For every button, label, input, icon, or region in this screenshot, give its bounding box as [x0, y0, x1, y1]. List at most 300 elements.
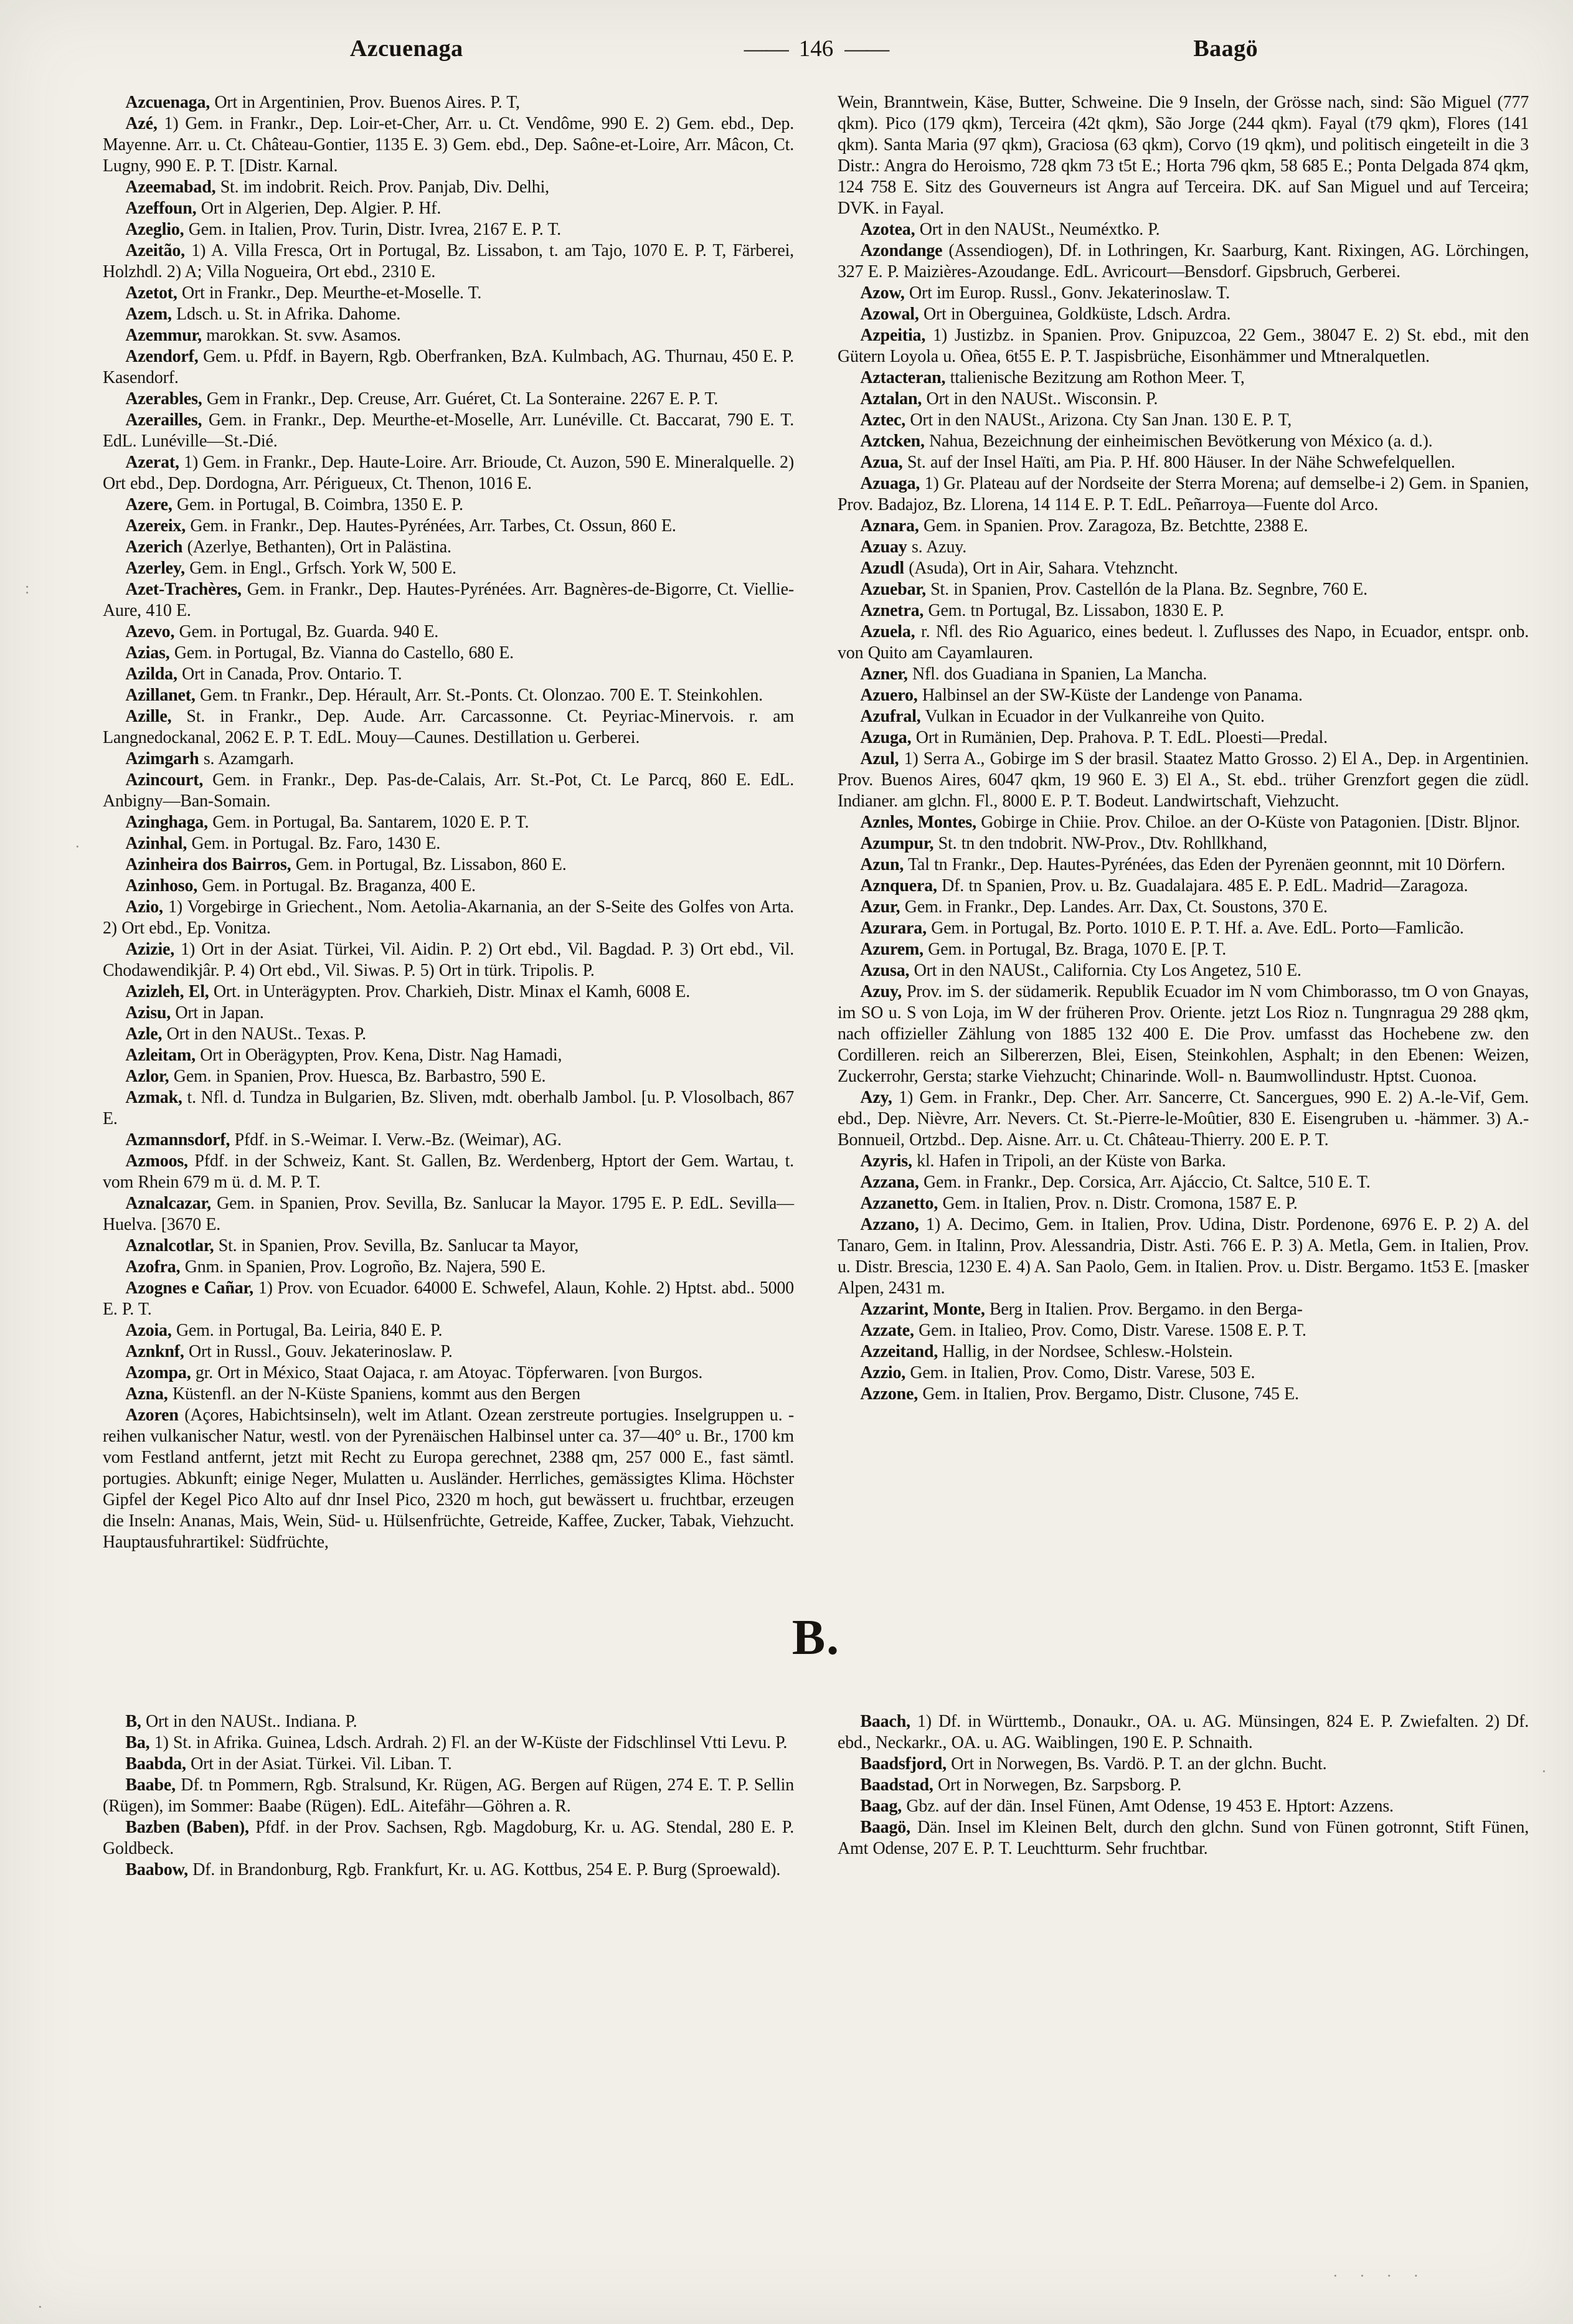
dictionary-entry: [838, 1711, 1529, 1754]
dictionary-entry: [103, 113, 794, 177]
dictionary-entry: [103, 876, 794, 897]
dictionary-entry: [838, 1754, 1529, 1775]
entry-text: Gem. in Portugal, Bz. Guarda. 940 E.: [179, 622, 439, 641]
entry-headword: Azilda,: [125, 664, 177, 684]
entry-headword: Aztacteran,: [860, 368, 946, 387]
dictionary-entry: [103, 494, 794, 516]
entry-headword: Azzana,: [860, 1173, 919, 1192]
dictionary-entry: [838, 410, 1529, 431]
header-page-number: [711, 35, 922, 62]
entry-text: Gem. in Frankr., Dep. Hautes-Pyrénées. Arr. Bagnères-de-Bigorre, Ct. Viellie-Aure, 410 E.: [103, 580, 794, 620]
dictionary-entry: [838, 664, 1529, 685]
entry-headword: Azurem,: [860, 940, 923, 959]
entry-text: ttalienische Bezitzung am Rothon Meer. T,: [950, 368, 1245, 387]
header-right-word: Baagö: [1193, 35, 1259, 62]
entry-text: Ort in Norwegen, Bz. Sarpsborg. P.: [937, 1775, 1181, 1795]
entry-text: r. Nfl. des Rio Aguarico, eines bedeut. l. Zuflusses des Napo, in Ecuador, entspr. onb. von Quito am Cayamlauren.: [838, 622, 1529, 663]
entry-headword: Azun,: [860, 855, 904, 874]
entry-headword: Azerat,: [125, 453, 179, 472]
entry-text: Halbinsel an der SW-Küste der Landenge von Panama.: [922, 686, 1303, 705]
dictionary-entry: [103, 1066, 794, 1087]
dictionary-entry: [103, 1817, 794, 1859]
dictionary-entry: [838, 727, 1529, 749]
entry-text: 1) Gem. in Frankr., Dep. Haute-Loire. Arr. Brioude, Ct. Auzon, 590 E. Mineralquelle. 2) Ort ebd., Dep. Dordogna, Arr. Périgueux, Ct. Thenon, 1016 E.: [103, 453, 794, 493]
entry-text: Gem. in Frankr., Dep. Landes. Arr. Dax, Ct. Soustons, 370 E.: [904, 897, 1328, 917]
dictionary-entry: [838, 240, 1529, 283]
dictionary-entry: [103, 1754, 794, 1775]
entry-headword: Azufral,: [860, 707, 921, 726]
entry-text: marokkan. St. svw. Asamos.: [206, 326, 401, 345]
dictionary-entry: [103, 770, 794, 812]
dictionary-entry: [103, 749, 794, 770]
entry-headword: Azinhoso,: [125, 876, 198, 895]
dictionary-entry: [838, 854, 1529, 876]
entry-headword: Baabda,: [125, 1754, 186, 1774]
entry-text: Pfdf. in S.-Weimar. I. Verw.-Bz. (Weimar), AG.: [234, 1130, 562, 1150]
dictionary-entry: [838, 389, 1529, 410]
entry-headword: Azurara,: [860, 919, 927, 938]
dictionary-entry: [838, 897, 1529, 918]
entry-headword: Azeemabad,: [125, 177, 216, 197]
entry-text: Gem. in Portugal, B. Coimbra, 1350 E. P.: [176, 495, 463, 514]
entry-headword: Azetot,: [125, 283, 177, 303]
dictionary-entry: [838, 1214, 1529, 1299]
entry-headword: Azereix,: [125, 516, 186, 536]
entry-text: 1) Justizbz. in Spanien. Prov. Gnipuzcoa, 22 Gem., 38047 E. 2) St. ebd., mit den Gütern Loyola u. Oñea, 6t55 E. P. T. Jaspisbrüche, Eisonhämmer und Mtneralquetlen.: [838, 326, 1529, 366]
entry-headword: Azzarint, Monte,: [860, 1300, 985, 1319]
entry-headword: Azerables,: [125, 389, 202, 409]
dictionary-entry: [838, 92, 1529, 219]
entry-text: t. Nfl. d. Tundza in Bulgarien, Bz. Sliven, mdt. oberhalb Jambol. [u. P. Vlosolbach, 867 E.: [103, 1088, 794, 1128]
dictionary-entry: [103, 981, 794, 1003]
dictionary-entry: [838, 1193, 1529, 1214]
entry-text: Ort in Norwegen, Bs. Vardö. P. T. an der glchn. Bucht.: [951, 1754, 1327, 1774]
dictionary-entry: [103, 1003, 794, 1024]
entry-headword: Azofra,: [125, 1257, 181, 1277]
header-dash-left: ——: [744, 36, 788, 62]
section-b-body: [103, 1711, 1529, 1881]
dictionary-entry: [838, 706, 1529, 727]
dictionary-entry: [103, 1775, 794, 1817]
entry-text: 1) Gem. in Frankr., Dep. Cher. Arr. Sancerre, Ct. Sancergues, 990 E. 2) A.-le-Vif, Gem. ebd., Dep. Nièvre, Arr. Nevers. Ct. St.-Pierre-le-Moûtier, 830 E. Eisengruben u. -hämmer. 3) A.-Bonnueil, Ortzbd.. Dep. Aisne. Arr. u. Ct. Château-Thierry. 200 E. P. T.: [838, 1088, 1529, 1150]
entry-headword: Azmoos,: [125, 1151, 188, 1171]
entry-headword: Azio,: [125, 897, 163, 917]
entry-headword: Azuero,: [860, 686, 918, 705]
section-a-column-right: [838, 92, 1529, 1553]
dictionary-entry: [103, 1363, 794, 1384]
dictionary-entry: [103, 304, 794, 325]
entry-headword: Azem,: [125, 305, 172, 324]
entry-text: Ort in Algerien, Dep. Algier. P. Hf.: [201, 199, 442, 218]
dictionary-entry: [838, 812, 1529, 833]
dictionary-entry: [103, 1257, 794, 1278]
entry-text: Ort in den NAUSt., Neuméxtko. P.: [919, 220, 1160, 239]
entry-headword: Azzate,: [860, 1321, 914, 1340]
entry-text: 1) St. in Afrika. Guinea, Ldsch. Ardrah. 2) Fl. an der W-Küste der Fidschlinsel Vtti Levu. P.: [154, 1733, 788, 1752]
dictionary-entry: [103, 1024, 794, 1045]
entry-headword: Azuaga,: [860, 474, 920, 493]
section-b-heading: B.: [791, 1610, 841, 1665]
entry-text: (Açores, Habichtsinseln), welt im Atlant. Ozean zerstreute portugies. Inselgruppen u. -reihen vulkanischer Natur, westl. von der Pyrenäischen Halbinsel unter ca. 37—40° u. Br., 1700 km vom Festland antfernt, jetzt mit Recht zu Europa gerechnet, 2388 qm, 257 000 E., fast sämtl. portugies. Abkunft; einige Neger, Mulatten u. Ausländer. Herrliches, gemässigtes Klima. Höchster Gipfel der Kegel Pico Alto auf dnr Insel Pico, 2320 m hoch, gut bewässert u. fruchtbar, erzeugen die Inseln: Ananas, Mais, Wein, Süd- u. Hülsenfrüchte, Getreide, Kaffee, Zucker, Tabak, Viehzucht. Hauptausfuhrartikel: Südfrüchte,: [103, 1405, 794, 1552]
dictionary-entry: [103, 177, 794, 198]
entry-headword: Azua,: [860, 453, 903, 472]
entry-headword: Baadstad,: [860, 1775, 933, 1795]
entry-text: St. in Spanien, Prov. Castellón de la Plana. Bz. Segnbre, 760 E.: [930, 580, 1368, 599]
dictionary-entry: [103, 1087, 794, 1130]
dictionary-entry: [838, 918, 1529, 939]
dictionary-entry: [838, 283, 1529, 304]
entry-text: Gem. in Engl., Grfsch. York W, 500 E.: [189, 559, 456, 578]
entry-text: Gem. in Spanien, Prov. Sevilla, Bz. Sanlucar la Mayor. 1795 E. P. EdL. Sevilla—Huelva. [3670 E.: [103, 1194, 794, 1234]
dictionary-entry: [838, 367, 1529, 389]
entry-headword: Azevo,: [125, 622, 175, 641]
header-dash-right: ——: [844, 36, 889, 62]
entry-text: Df. tn Pommern, Rgb. Stralsund, Kr. Rügen, AG. Bergen auf Rügen, 274 E. T. P. Sellin (Rügen), im Sommer: Baabe (Rügen). EdL. Aitefähr—Göhren a. R.: [103, 1775, 794, 1816]
entry-headword: Azuay: [860, 537, 907, 557]
entry-headword: Azeglio,: [125, 220, 184, 239]
entry-text: Gbz. auf der dän. Insel Fünen, Amt Odense, 19 453 E. Hptort: Azzens.: [906, 1797, 1394, 1816]
dictionary-entry: [103, 1405, 794, 1553]
entry-headword: Azy,: [860, 1088, 892, 1107]
dictionary-entry: [838, 749, 1529, 812]
dictionary-entry: [838, 1087, 1529, 1151]
entry-headword: B,: [125, 1712, 141, 1731]
dictionary-entry: [838, 1151, 1529, 1172]
entry-headword: Azow,: [860, 283, 905, 303]
dictionary-entry: [103, 1341, 794, 1363]
running-header: [103, 35, 1529, 62]
entry-headword: Aznara,: [860, 516, 919, 536]
entry-text: 1) A. Villa Fresca, Ort in Portugal, Bz. Lissabon, t. am Tajo, 1070 E. P. T, Färberei, Holzhdl. 2) A; Villa Nogueira, Ort ebd., 2310 E.: [103, 241, 794, 281]
entry-headword: Azur,: [860, 897, 900, 917]
dictionary-entry: [103, 1193, 794, 1235]
entry-text: Ort in Oberguinea, Goldküste, Ldsch. Ardra.: [923, 305, 1231, 324]
dictionary-entry: [103, 1711, 794, 1732]
entry-text: (Assendiogen), Df. in Lothringen, Kr. Saarburg, Kant. Rixingen, AG. Lörchingen, 327 E. P. Maizières-Azoudange. EdL. Avricourt—Bensdorf. Gipsbruch, Gerberei.: [838, 241, 1529, 281]
entry-text: Gem. in Portugal, Ba. Leiria, 840 E. P.: [176, 1321, 443, 1340]
entry-text: St. in Spanien, Prov. Sevilla, Bz. Sanlucar ta Mayor,: [218, 1236, 579, 1255]
entry-headword: Azyris,: [860, 1151, 912, 1171]
entry-headword: Azemmur,: [125, 326, 202, 345]
dictionary-entry: [838, 1796, 1529, 1817]
entry-text: Ort in Oberägypten, Prov. Kena, Distr. Nag Hamadi,: [200, 1046, 562, 1065]
dictionary-entry: [838, 621, 1529, 664]
header-left-word: Azcuenaga: [349, 35, 463, 62]
entry-text: Ort in der Asiat. Türkei. Vil. Liban. T.: [191, 1754, 452, 1774]
entry-headword: Azisu,: [125, 1003, 171, 1023]
scan-speck: ·: [75, 838, 80, 856]
entry-headword: Baabow,: [125, 1860, 188, 1879]
dictionary-entry: [838, 219, 1529, 240]
entry-headword: Aztcken,: [860, 432, 925, 451]
dictionary-entry: [103, 1045, 794, 1066]
entry-text: Ort in Russl., Gouv. Jekaterinoslaw. P.: [189, 1342, 453, 1361]
entry-headword: Azizleh, El,: [125, 982, 209, 1001]
entry-headword: Azerailles,: [125, 410, 202, 430]
dictionary-entry: [103, 706, 794, 749]
entry-text: Gem. in Spanien. Prov. Zaragoza, Bz. Betchtte, 2388 E.: [923, 516, 1308, 536]
scan-speck: ·: [37, 2298, 43, 2316]
entry-headword: Ba,: [125, 1733, 150, 1752]
dictionary-entry: [103, 452, 794, 494]
entry-text: Prov. im S. der südamerik. Republik Ecuador im N vom Chimborasso, tm O von Gnayas, im SO u. S von Loja, im W der früheren Prov. Oriente. jetzt Los Rioz n. Tungnragua 29 288 qkm, nach offizieller Zählung von 1885 132 400 E. Die Prov. umfasst das Hochebene zw. den Cordilleren. reich an Silbererzen, Blei, Eisen, Steinkohlen, Asphalt; in den Ebenen: Weizen, Zuckerrohr, Gersta; starke Viehzucht; Chinarinde. Woll- n. Baumwollindustr. Hptst. Cuonoa.: [838, 982, 1529, 1086]
entry-text: Pfdf. in der Schweiz, Kant. St. Gallen, Bz. Werdenberg, Hptort der Gem. Wartau, t. vom Rhein 679 m ü. d. M. P. T.: [103, 1151, 794, 1192]
entry-text: 1) Vorgebirge in Griechent., Nom. Aetolia-Akarnania, an der S-Seite des Golfes von Arta. 2) Ort ebd., Ep. Vonitza.: [103, 897, 794, 938]
entry-headword: Azondange: [860, 241, 943, 260]
entry-headword: Aznquera,: [860, 876, 937, 895]
entry-text: Gnm. in Spanien, Prov. Logroño, Bz. Najera, 590 E.: [184, 1257, 546, 1277]
entry-text: 1) Serra A., Gobirge im S der brasil. Staatez Matto Grosso. 2) El A., Dep. in Argentinien. Prov. Buenos Aires, 6047 qkm, 19 960 E. 3) El A., St. ebd.. trüher Grenzfort gegen die züdl. Indianer. am glchn. Fl., 8000 E. P. T. Bodeut. Landwirtschaft, Viehzucht.: [838, 749, 1529, 811]
dictionary-entry: [838, 516, 1529, 537]
entry-text: Dän. Insel im Kleinen Belt, durch den glchn. Sund von Fünen gotronnt, Stift Fünen, Amt Odense, 207 E. P. T. Leuchtturm. Sehr fruchtbar.: [838, 1818, 1529, 1858]
dictionary-entry: [103, 1151, 794, 1193]
dictionary-entry: [838, 1299, 1529, 1320]
dictionary-entry: [838, 939, 1529, 960]
entry-headword: Azleitam,: [125, 1046, 196, 1065]
entry-headword: Azul,: [860, 749, 899, 768]
section-b-column-right: [838, 1711, 1529, 1881]
dictionary-entry: [103, 685, 794, 706]
entry-text: 1) Gr. Plateau auf der Nordseite der Sterra Morena; auf demselbe-i 2) Gem. in Spanien, Prov. Badajoz, Bz. Llorena, 14 114 E. P. T. EdL. Peñarroya—Fuente dol Arco.: [838, 474, 1529, 514]
entry-headword: Azille,: [125, 707, 172, 726]
entry-text: St. im indobrit. Reich. Prov. Panjab, Div. Delhi,: [220, 177, 549, 197]
entry-text: s. Azamgarh.: [203, 749, 294, 768]
dictionary-entry: [838, 1775, 1529, 1796]
dictionary-entry: [838, 473, 1529, 516]
entry-text: Ort in Japan.: [175, 1003, 264, 1023]
entry-text: Gem in Frankr., Dep. Creuse, Arr. Guéret, Ct. La Sonteraine. 2267 E. P. T.: [206, 389, 719, 409]
entry-headword: Aznetra,: [860, 601, 924, 620]
entry-text: Gem. in Italien, Prov. n. Distr. Cromona, 1587 E. P.: [942, 1194, 1298, 1213]
entry-text: Gem. in Portugal, Ba. Santarem, 1020 E. P. T.: [212, 813, 529, 832]
entry-headword: Azeitão,: [125, 241, 185, 260]
entry-headword: Azias,: [125, 643, 170, 663]
entry-headword: Azimgarh: [125, 749, 199, 768]
dictionary-entry: [838, 981, 1529, 1087]
dictionary-entry: [103, 198, 794, 219]
entry-headword: Azner,: [860, 664, 908, 684]
entry-headword: Azere,: [125, 495, 172, 514]
entry-text: Gem. in Italieo, Prov. Como, Distr. Varese. 1508 E. P. T.: [919, 1321, 1306, 1340]
entry-headword: Azuga,: [860, 728, 912, 747]
entry-headword: Azzeitand,: [860, 1342, 938, 1361]
entry-text: Gem. u. Pfdf. in Bayern, Rgb. Oberfranken, BzA. Kulmbach, AG. Thurnau, 450 E. P. Kasendorf.: [103, 347, 794, 387]
page-number: 146: [798, 36, 834, 62]
entry-text: Ort in Frankr., Dep. Meurthe-et-Moselle. T.: [182, 283, 482, 303]
entry-text: 1) Prov. von Ecuador. 64000 E. Schwefel, Alaun, Kohle. 2) Hptst. abd.. 5000 E. P. T.: [103, 1278, 794, 1319]
entry-text: Gem. in Italien, Prov. Bergamo, Distr. Clusone, 745 E.: [922, 1384, 1299, 1404]
entry-text: Ort in den NAUSt., Arizona. Cty San Jnan. 130 E. P. T,: [910, 410, 1292, 430]
dictionary-entry: [838, 876, 1529, 897]
entry-text: s. Azuy.: [911, 537, 967, 557]
entry-text: (Asuda), Ort in Air, Sahara. Vtehzncht.: [909, 559, 1178, 578]
dictionary-entry: [103, 410, 794, 452]
dictionary-entry: [103, 219, 794, 240]
entry-headword: Azompa,: [125, 1363, 191, 1382]
entry-text: Gem. in Frankr., Dep. Meurthe-et-Moselle, Arr. Lunéville. Ct. Baccarat, 790 E. T. EdL. Lunéville—St.-Dié.: [103, 410, 794, 451]
entry-text: Df. tn Spanien, Prov. u. Bz. Guadalajara. 485 E. P. EdL. Madrid—Zaragoza.: [942, 876, 1468, 895]
entry-text: 1) Gem. in Frankr., Dep. Loir-et-Cher, Arr. u. Ct. Vendôme, 990 E. 2) Gem. ebd., Dep. Mayenne. Arr. u. Ct. Château-Gontier, 1135 E. 3) Gem. ebd., Dep. Saône-et-Loire, Arr. Mâcon, Ct. Lugny, 990 E. P. T. [Distr. Karnal.: [103, 114, 794, 176]
entry-text: Gem. in Italien, Prov. Turin, Distr. Ivrea, 2167 E. P. T.: [188, 220, 561, 239]
dictionary-entry: [103, 1384, 794, 1405]
entry-text: Nfl. dos Guadiana in Spanien, La Mancha.: [912, 664, 1207, 684]
entry-headword: Azet-Trachères,: [125, 580, 242, 599]
entry-headword: Azoia,: [125, 1321, 172, 1340]
entry-headword: Azna,: [125, 1384, 168, 1404]
scan-speck: :: [25, 579, 30, 597]
entry-headword: Azuy,: [860, 982, 902, 1001]
entry-headword: Baach,: [860, 1712, 910, 1731]
dictionary-entry: [838, 1363, 1529, 1384]
section-b-column-left: [103, 1711, 794, 1881]
entry-headword: Azuebar,: [860, 580, 926, 599]
dictionary-entry: [838, 1172, 1529, 1193]
dictionary-entry: [103, 283, 794, 304]
dictionary-entry: [838, 558, 1529, 579]
entry-text: Gem. tn Frankr., Dep. Hérault, Arr. St.-Ponts. Ct. Olonzao. 700 E. T. Steinkohlen.: [200, 686, 763, 705]
entry-text: Gem. in Frankr., Dep. Pas-de-Calais, Arr. St.-Pot, Ct. Le Parcq, 860 E. EdL. Anbigny—Ban-Somain.: [103, 770, 794, 811]
entry-headword: Azincourt,: [125, 770, 204, 790]
entry-headword: Azotea,: [860, 220, 915, 239]
entry-text: Ort im Europ. Russl., Gonv. Jekaterinoslaw. T.: [909, 283, 1230, 303]
dictionary-entry: [103, 346, 794, 389]
entry-headword: Baadsfjord,: [860, 1754, 947, 1774]
entry-headword: Azudl: [860, 559, 904, 578]
dictionary-entry: [838, 600, 1529, 621]
dictionary-entry: [838, 1817, 1529, 1859]
entry-headword: Azusa,: [860, 961, 910, 980]
dictionary-entry: [103, 664, 794, 685]
entry-headword: Azmak,: [125, 1088, 182, 1107]
entry-text: Ort. in Unterägypten. Prov. Charkieh, Distr. Minax el Kamh, 6008 E.: [213, 982, 691, 1001]
dictionary-entry: [103, 240, 794, 283]
entry-headword: Aznles, Montes,: [860, 813, 976, 832]
dictionary-entry: [103, 643, 794, 664]
entry-headword: Azzone,: [860, 1384, 919, 1404]
entry-text: Ort in Canada, Prov. Ontario. T.: [182, 664, 402, 684]
entry-text: Gem. in Spanien, Prov. Huesca, Bz. Barbastro, 590 E.: [173, 1067, 546, 1086]
dictionary-entry: [103, 897, 794, 939]
entry-headword: Azinheira dos Bairros,: [125, 855, 291, 874]
entry-headword: Azinhal,: [125, 834, 187, 853]
entry-text: Gem. in Portugal, Bz. Vianna do Castello, 680 E.: [174, 643, 514, 663]
entry-headword: Azle,: [125, 1024, 163, 1044]
entry-text: Hallig, in der Nordsee, Schlesw.-Holstein.: [942, 1342, 1233, 1361]
entry-text: Ort in den NAUSt.. Wisconsin. P.: [926, 389, 1158, 409]
dictionary-entry: [103, 389, 794, 410]
entry-headword: Baag,: [860, 1797, 902, 1816]
entry-headword: Azendorf,: [125, 347, 199, 366]
dictionary-entry: [103, 537, 794, 558]
entry-headword: Baagö,: [860, 1818, 910, 1837]
section-a-body: [103, 92, 1529, 1553]
dictionary-entry: [103, 854, 794, 876]
entry-headword: Azzio,: [860, 1363, 906, 1382]
entry-headword: Bazben (Baben),: [125, 1818, 249, 1837]
entry-text: Ort in den NAUSt., California. Cty Los Angetez, 510 E.: [914, 961, 1301, 980]
entry-text: St. auf der Insel Haïti, am Pia. P. Hf. 800 Häuser. In der Nähe Schwefelquellen.: [907, 453, 1455, 472]
entry-headword: Aztalan,: [860, 389, 922, 409]
dictionary-entry: [103, 1320, 794, 1341]
entry-text: Pfdf. in der Prov. Sachsen, Rgb. Magdoburg, Kr. u. AG. Stendal, 280 E. P. Goldbeck.: [103, 1818, 794, 1858]
entry-headword: Azerich: [125, 537, 183, 557]
entry-text: Nahua, Bezeichnung der einheimischen Bevötkerung von México (a. d.).: [929, 432, 1433, 451]
entry-headword: Azizie,: [125, 940, 175, 959]
dictionary-entry: [103, 1732, 794, 1754]
dictionary-entry: [103, 1859, 794, 1881]
entry-headword: Aznalcazar,: [125, 1194, 211, 1213]
dictionary-entry: [103, 579, 794, 621]
entry-text: St. in Frankr., Dep. Aude. Arr. Carcassonne. Ct. Peyriac-Minervois. r. am Langnedockanal, 2062 E. P. T. EdL. Mouy—Caunes. Destillation u. Gerberei.: [103, 707, 794, 747]
entry-text: Ort in Rumänien, Dep. Prahova. P. T. EdL. Ploesti—Predal.: [915, 728, 1328, 747]
entry-headword: Azinghaga,: [125, 813, 208, 832]
dictionary-entry: [103, 1235, 794, 1257]
dictionary-entry: [838, 325, 1529, 367]
entry-headword: Azoren: [125, 1405, 179, 1425]
entry-text: Ort in den NAUSt.. Indiana. P.: [145, 1712, 357, 1731]
entry-text: Gem. in Portugal. Bz. Braganza, 400 E.: [202, 876, 476, 895]
entry-text: 1) Ort in der Asiat. Türkei, Vil. Aidin. P. 2) Ort ebd., Vil. Bagdad. P. 3) Ort ebd., Vil. Chodawendikjâr. P. 4) Ort ebd., Vil. Siwas. P. 5) Ort in türk. Tripolis. P.: [103, 940, 794, 980]
dictionary-entry: [103, 939, 794, 981]
entry-text: 1) A. Decimo, Gem. in Italien, Prov. Udina, Distr. Pordenone, 6976 E. P. 2) A. del Tanaro, Gem. in Italinn, Prov. Alessandria, Distr. Asti. 766 E. P. 3) A. Metla, Gem. in Italien, Prov. u. Distr. Brescia, 1230 E. 4) A. San Paolo, Gem. in Italien. Prov. u. Distr. Bergamo. 1t53 E. [masker Alpen, 2431 m.: [838, 1215, 1529, 1298]
entry-text: Küstenfl. an der N-Küste Spaniens, kommt aus den Bergen: [172, 1384, 580, 1404]
dictionary-entry: [103, 516, 794, 537]
dictionary-entry: [103, 1278, 794, 1320]
entry-headword: Azumpur,: [860, 834, 934, 853]
dictionary-entry: [838, 833, 1529, 854]
entry-headword: Aztec,: [860, 410, 906, 430]
entry-headword: Azpeitia,: [860, 326, 926, 345]
entry-text: Gem. in Frankr., Dep. Hautes-Pyrénées, Arr. Tarbes, Ct. Ossun, 860 E.: [190, 516, 676, 536]
dictionary-entry: [838, 579, 1529, 600]
dictionary-entry: [103, 92, 794, 113]
entry-text: Ldsch. u. St. in Afrika. Dahome.: [176, 305, 401, 324]
entry-headword: Azuela,: [860, 622, 915, 641]
entry-text: Gem. in Italien, Prov. Como, Distr. Varese, 503 E.: [910, 1363, 1255, 1382]
entry-headword: Azerley,: [125, 559, 185, 578]
entry-text: Gem. tn Portugal, Bz. Lissabon, 1830 E. P.: [928, 601, 1224, 620]
entry-text: St. tn den tndobrit. NW-Prov., Dtv. Rohllkhand,: [938, 834, 1267, 853]
scan-speck: ·: [1541, 1762, 1547, 1780]
entry-text: Tal tn Frankr., Dep. Hautes-Pyrénées, das Eden der Pyrenäen geonnnt, mit 10 Dörfern.: [907, 855, 1506, 874]
entry-text: Gem. in Portugal, Bz. Lissabon, 860 E.: [295, 855, 567, 874]
dictionary-entry: [103, 325, 794, 346]
entry-headword: Azognes e Cañar,: [125, 1278, 253, 1298]
entry-text: Berg in Italien. Prov. Bergamo. in den Berga-: [989, 1300, 1303, 1319]
entry-text: Gem. in Portugal, Bz. Braga, 1070 E. [P. T.: [928, 940, 1227, 959]
entry-text: Gem. in Frankr., Dep. Corsica, Arr. Ajáccio, Ct. Saltce, 510 E. T.: [923, 1173, 1371, 1192]
entry-text: Df. in Brandonburg, Rgb. Frankfurt, Kr. u. AG. Kottbus, 254 E. P. Burg (Sproewald).: [192, 1860, 781, 1879]
entry-headword: Azcuenaga,: [125, 93, 210, 112]
entry-text: 1) Df. in Württemb., Donaukr., OA. u. AG. Münsingen, 824 E. P. Zwiefalten. 2) Df. ebd., Neckarkr., OA. u. AG. Waiblingen, 190 E. P. Schnaith.: [838, 1712, 1529, 1752]
entry-text: Ort in Argentinien, Prov. Buenos Aires. P. T,: [214, 93, 520, 112]
scan-speck: · · · ·: [1333, 2267, 1428, 2285]
dictionary-entry: [838, 304, 1529, 325]
entry-text: Gobirge in Chiie. Prov. Chiloe. an der O-Küste von Patagonien. [Distr. Bljnor.: [981, 813, 1520, 832]
dictionary-entry: [103, 621, 794, 643]
entry-headword: Azillanet,: [125, 686, 196, 705]
dictionary-entry: [103, 812, 794, 833]
entry-headword: Azlor,: [125, 1067, 169, 1086]
entry-text: Vulkan in Ecuador in der Vulkanreihe von Quito.: [925, 707, 1265, 726]
entry-headword: Aznknf,: [125, 1342, 184, 1361]
dictionary-entry: [838, 452, 1529, 473]
entry-headword: Azzanetto,: [860, 1194, 938, 1213]
entry-headword: Azmannsdorf,: [125, 1130, 230, 1150]
dictionary-entry: [838, 685, 1529, 706]
entry-headword: Azé,: [125, 114, 158, 133]
dictionary-entry: [103, 1130, 794, 1151]
